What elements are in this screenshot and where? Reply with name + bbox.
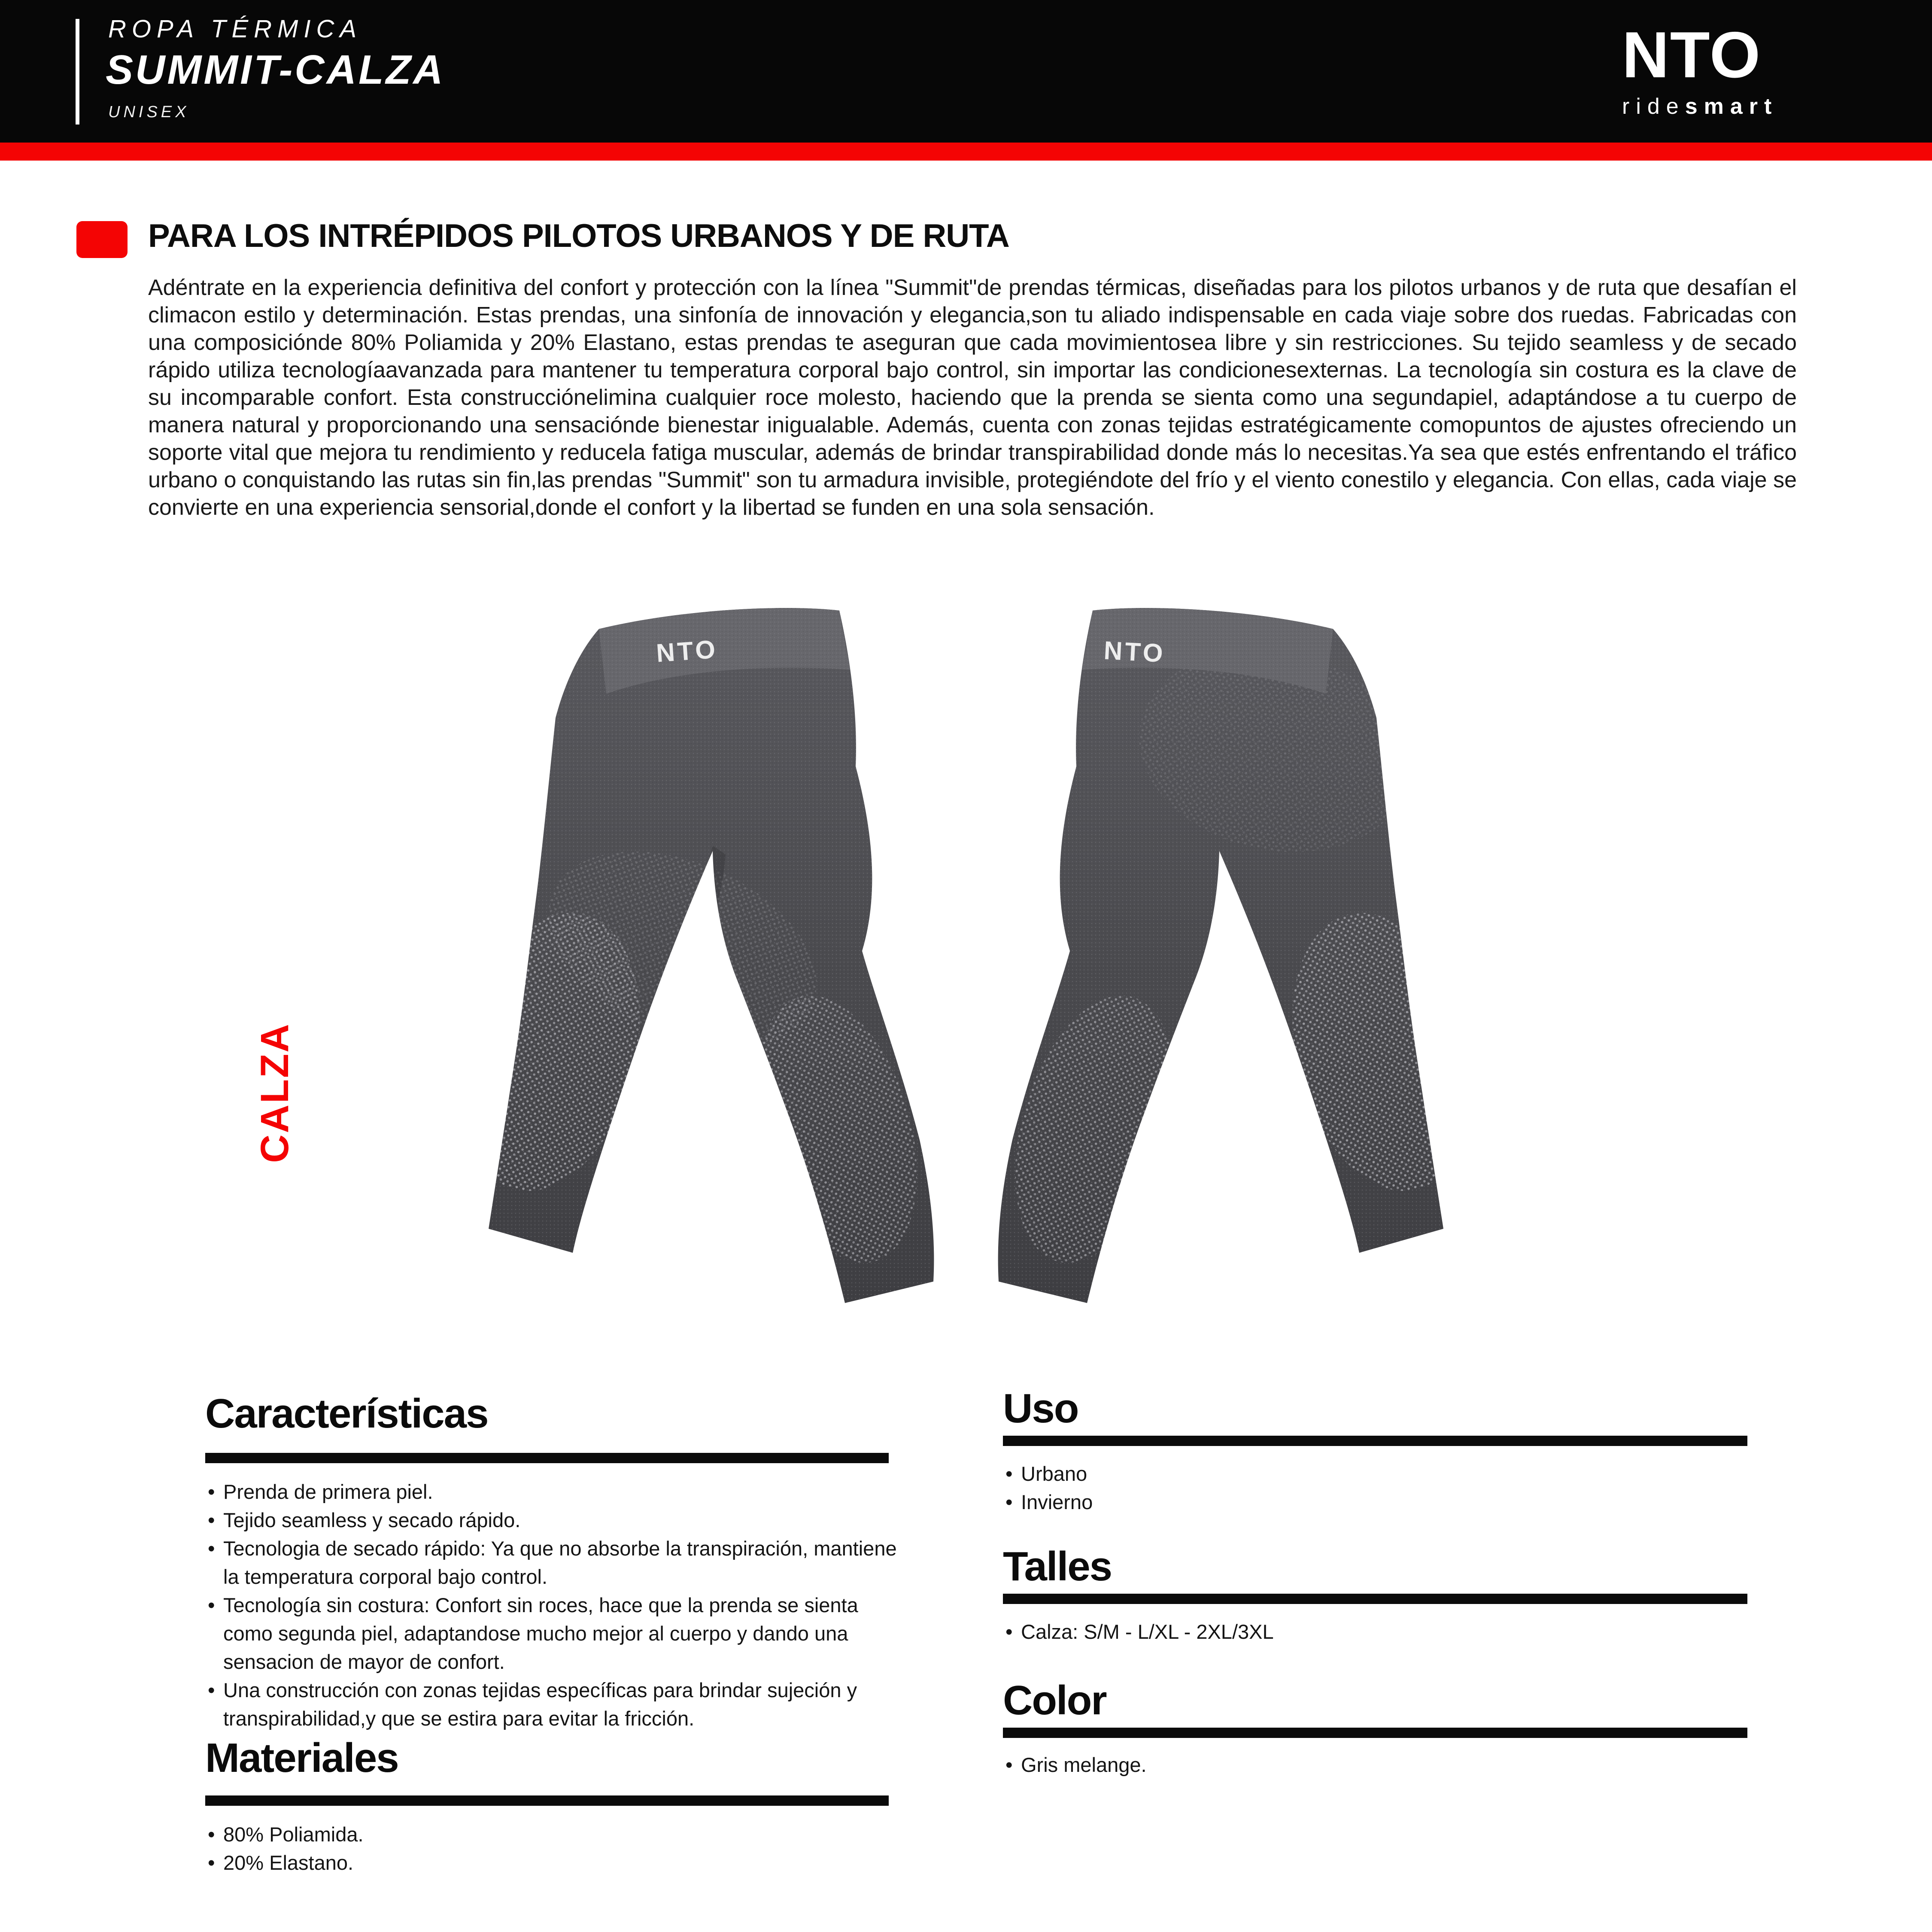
intro-heading: PARA LOS INTRÉPIDOS PILOTOS URBANOS Y DE RUTA [148,218,1009,254]
uso-list [1003,1460,1759,1516]
section-title-uso: Uso [1003,1385,1078,1431]
waistband-logo-front: NTO [655,635,719,668]
header-bar [0,0,1932,143]
list-item: • Invierno [1003,1488,1759,1516]
header-divider-line [76,19,79,125]
section-underline [1003,1594,1747,1604]
materiales-list [205,1820,909,1877]
color-list [1003,1751,1759,1779]
list-item: • 20% Elastano. [205,1849,909,1877]
brand-logo [1622,18,1778,119]
product-image-leggings [356,571,1576,1352]
talles-list [1003,1618,1759,1646]
list-item: • Tecnologia de secado rápido: Ya que no absorbe la transpiración, mantiene la temperatura corporal bajo control. [205,1534,909,1591]
product-gender: UNISEX [108,103,190,121]
brand-tagline-smart: smart [1685,94,1778,119]
list-item: • Una construcción con zonas tejidas específicas para brindar sujeción y transpirabilidad,y que se estira para evitar la fricción. [205,1676,909,1733]
header-accent-stripe [0,143,1932,161]
brand-name: NTO [1622,18,1762,91]
list-item: • Urbano [1003,1460,1759,1488]
leggings-front-image [356,571,945,1352]
section-underline [1003,1436,1747,1446]
brand-tagline [1622,94,1778,119]
brand-tagline-ride: ride [1622,94,1685,119]
list-item: • Tejido seamless y secado rápido. [205,1506,909,1534]
intro-paragraph: Adéntrate en la experiencia definitiva del confort y protección con la línea "Summit"de prendas térmicas, diseñadas para los pilotos urbanos y de ruta que desafían el climacon estilo y determinación. Estas prendas, una sinfonía de innovación y elegancia,son tu aliado indispensable en cada viaje sobre dos ruedas. Fabricadas con una composiciónde 80% Poliamida y 20% Elastano, estas prendas te aseguran que cada movimientosea libre y sin restricciones. Su tejido seamless y de secado rápido utiliza tecnologíaavanzada para mantener tu temperatura corporal bajo control, sin importar las condicionesexternas. La tecnología sin costura es la clave de su incomparable confort. Esta construcciónelimina cualquier roce molesto, haciendo que la prenda se sienta como una segundapiel, adaptándose a tu cuerpo de manera natural y proporcionando una sensaciónde bienestar inigualable. Además, cuenta con zonas tejidas estratégicamente comopuntos de ajustes ofreciendo un soporte vital que mejora tu rendimiento y reducela fatiga muscular, además de brindar transpirabilidad donde más lo necesitas.Ya sea que estés enfrentando el tráfico urbano o conquistando las rutas sin fin,las prendas "Summit" son tu armadura invisible, protegiéndote del frío y el viento conestilo y elegancia. Con ellas, cada viaje se convierte en una experiencia sensorial,donde el confort y la libertad se funden en una sola sensación. [148,275,1797,520]
accent-square-icon [76,221,128,258]
section-title-caracteristicas: Características [205,1391,488,1437]
list-item: • Tecnología sin costura: Confort sin roces, hace que la prenda se sienta como segunda piel, adaptandose mucho mejor al cuerpo y dando una sensacion de mayor de confort. [205,1591,909,1676]
leggings-back-image [987,571,1576,1352]
product-title: SUMMIT-CALZA [106,47,445,93]
list-item: • Prenda de primera piel. [205,1478,909,1506]
side-label-calza: CALZA [253,1023,297,1163]
waistband-logo-back: NTO [1103,636,1166,668]
list-item: • 80% Poliamida. [205,1820,909,1849]
product-category: ROPA TÉRMICA [108,15,362,43]
section-title-color: Color [1003,1677,1106,1723]
list-item: • Calza: S/M - L/XL - 2XL/3XL [1003,1618,1759,1646]
section-underline [205,1453,889,1463]
section-title-materiales: Materiales [205,1735,398,1781]
caracteristicas-list [205,1478,909,1733]
section-title-talles: Talles [1003,1543,1112,1589]
section-underline [205,1795,889,1806]
list-item: • Gris melange. [1003,1751,1759,1779]
section-underline [1003,1728,1747,1738]
